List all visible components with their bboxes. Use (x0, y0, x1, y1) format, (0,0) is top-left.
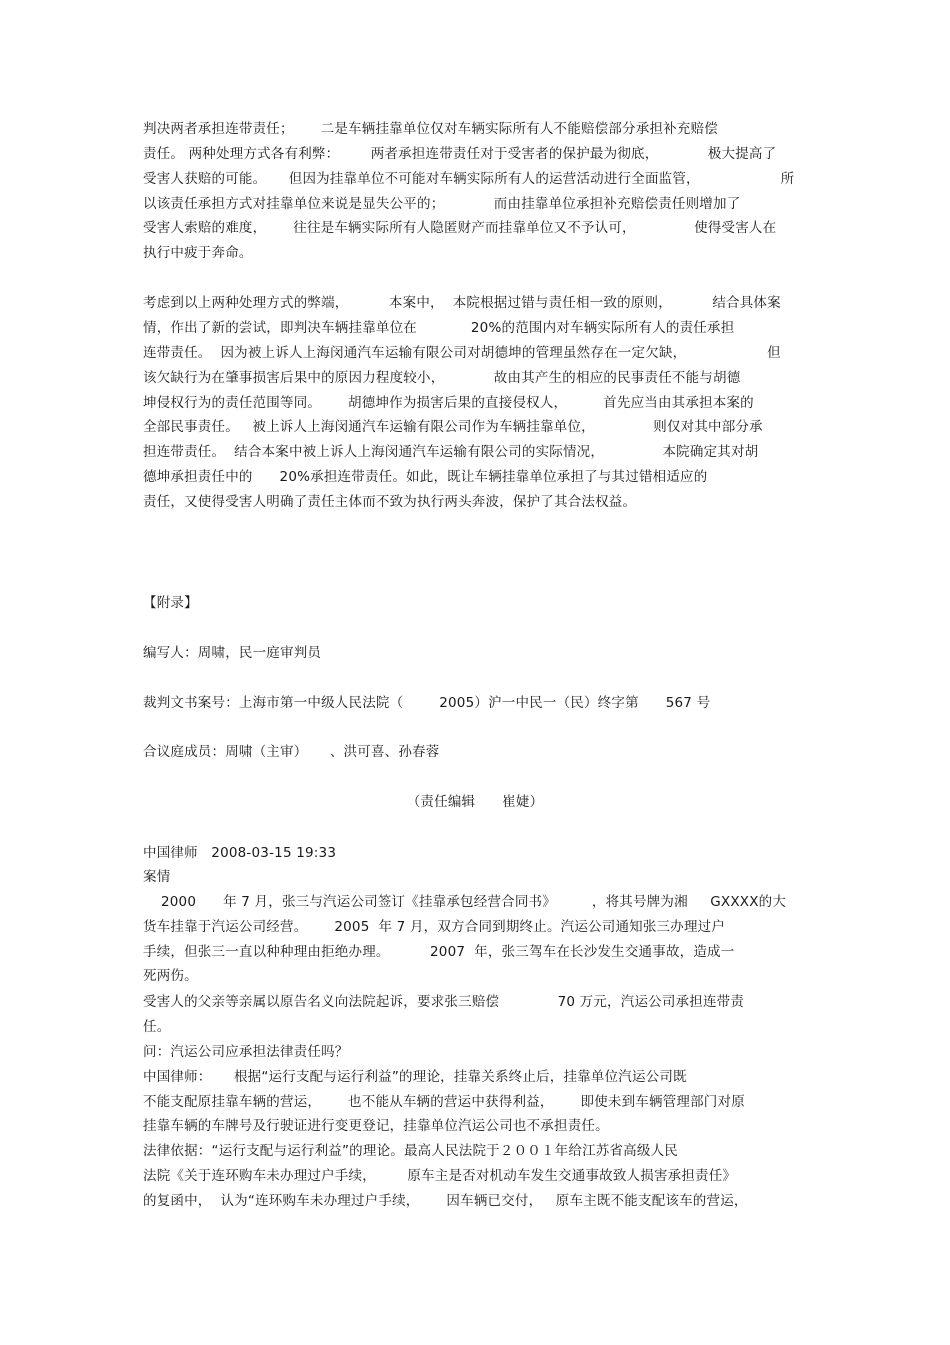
qa-line: 案情 (143, 869, 171, 885)
qa-line: 任。 (143, 1019, 171, 1035)
paragraph2-line: 担连带责任。 结合本案中被上诉人上海闵通汽车运输有限公司的实际情况， 本院确定其对胡 (143, 444, 759, 460)
qa-line: 死两伤。 (143, 968, 198, 984)
paragraph2-line: 坤侵权行为的责任范围等同。 胡德坤作为损害后果的直接侵权人， 首先应当由其承担本案的 (143, 395, 754, 411)
qa-line: 挂靠车辆的车牌号及行驶证进行变更登记，挂靠单位汽运公司也不承担责任。 (143, 1118, 609, 1134)
qa-line: 2000 年 7 月，张三与汽运公司签订《挂靠承包经营合同书》 ，将其号牌为湘 GXXXX的大 (143, 894, 787, 910)
qa-line: 中国律师： 根据“运行支配与运行利益”的理论，挂靠关系终止后，挂靠单位汽运公司既 (143, 1069, 687, 1085)
qa-line: 受害人的父亲等亲属以原告名义向法院起诉，要求张三赔偿 70 万元，汽运公司承担连带责 (143, 994, 745, 1010)
qa-line: 法律依据：“运行支配与运行利益”的理论。最高人民法院于２００１年给江苏省高级人民 (143, 1143, 678, 1159)
qa-line: 货车挂靠于汽运公司经营。 2005 年 7 月，双方合同到期终止。汽运公司通知张三办理过户 (143, 919, 726, 935)
paragraph1-line: 判决两者承担连带责任； 二是车辆挂靠单位仅对车辆实际所有人不能赔偿部分承担补充赔偿 (143, 121, 718, 137)
appendix-case-number: 裁判文书案号：上海市第一中级人民法院（ 2005）沪一中民一（民）终字第 567 号 (143, 695, 711, 711)
paragraph1-line: 受害人获赔的可能。 但因为挂靠单位不可能对车辆实际所有人的运营活动进行全面监管， 所 (143, 171, 795, 187)
qa-question: 问：汽运公司应承担法律责任吗？ (143, 1044, 349, 1060)
paragraph1-line: 责任。 两种处理方式各有利弊： 两者承担连带责任对于受害者的保护最为彻底， 极大提高了 (143, 146, 777, 162)
paragraph2-line: 连带责任。 因为被上诉人上海闵通汽车运输有限公司对胡德坤的管理虽然存在一定欠缺， 但 (143, 345, 781, 361)
qa-line: 手续，但张三一直以种种理由拒绝办理。 2007 年，张三驾车在长沙发生交通事故，造成一 (143, 944, 735, 960)
appendix-panel: 合议庭成员：周啸（主审） 、洪可喜、孙春蓉 (143, 744, 440, 760)
paragraph1-line: 以该责任承担方式对挂靠单位来说是显失公平的； 而由挂靠单位承担补充赔偿责任则增加了 (143, 196, 741, 212)
paragraph2-line: 情，作出了新的尝试，即判决车辆挂靠单位在 20%的范围内对车辆实际所有人的责任承担 (143, 320, 735, 336)
qa-line: 的复函中， 认为“连环购车未办理过户手续， 因车辆已交付， 原车主既不能支配该车的营运， (143, 1193, 748, 1209)
qa-line: 法院《关于连环购车未办理过户手续， 原车主是否对机动车发生交通事故致人损害承担责任》 (143, 1168, 737, 1184)
paragraph2-line: 该欠缺行为在肇事损害后果中的原因力程度较小， 故由其产生的相应的民事责任不能与胡德 (143, 370, 741, 386)
paragraph2-line: 德坤承担责任中的 20%承担连带责任。如此，既让车辆挂靠单位承担了与其过错相适应的 (143, 469, 708, 485)
paragraph2-line: 考虑到以上两种处理方式的弊端， 本案中， 本院根据过错与责任相一致的原则， 结合具体案 (143, 295, 781, 311)
appendix-writer: 编写人：周啸，民一庭审判员 (143, 645, 322, 661)
paragraph2-line: 全部民事责任。 被上诉人上海闵通汽车运输有限公司作为车辆挂靠单位， 则仅对其中部分承 (143, 419, 763, 435)
paragraph1-line: 受害人索赔的难度， 往往是车辆实际所有人隐匿财产而挂靠单位又不予认可， 使得受害人在 (143, 220, 777, 236)
appendix-editor: （责任编辑 崔婕） (406, 794, 544, 810)
paragraph1-line: 执行中疲于奔命。 (143, 245, 253, 261)
qa-source-line: 中国律师 2008-03-15 19:33 (143, 845, 337, 861)
qa-line: 不能支配原挂靠车辆的营运， 也不能从车辆的营运中获得利益， 即使未到车辆管理部门对原 (143, 1094, 745, 1110)
appendix-heading: 【附录】 (143, 595, 198, 611)
paragraph2-line: 责任，又使得受害人明确了责任主体而不致为执行两头奔波，保护了其合法权益。 (143, 494, 637, 510)
